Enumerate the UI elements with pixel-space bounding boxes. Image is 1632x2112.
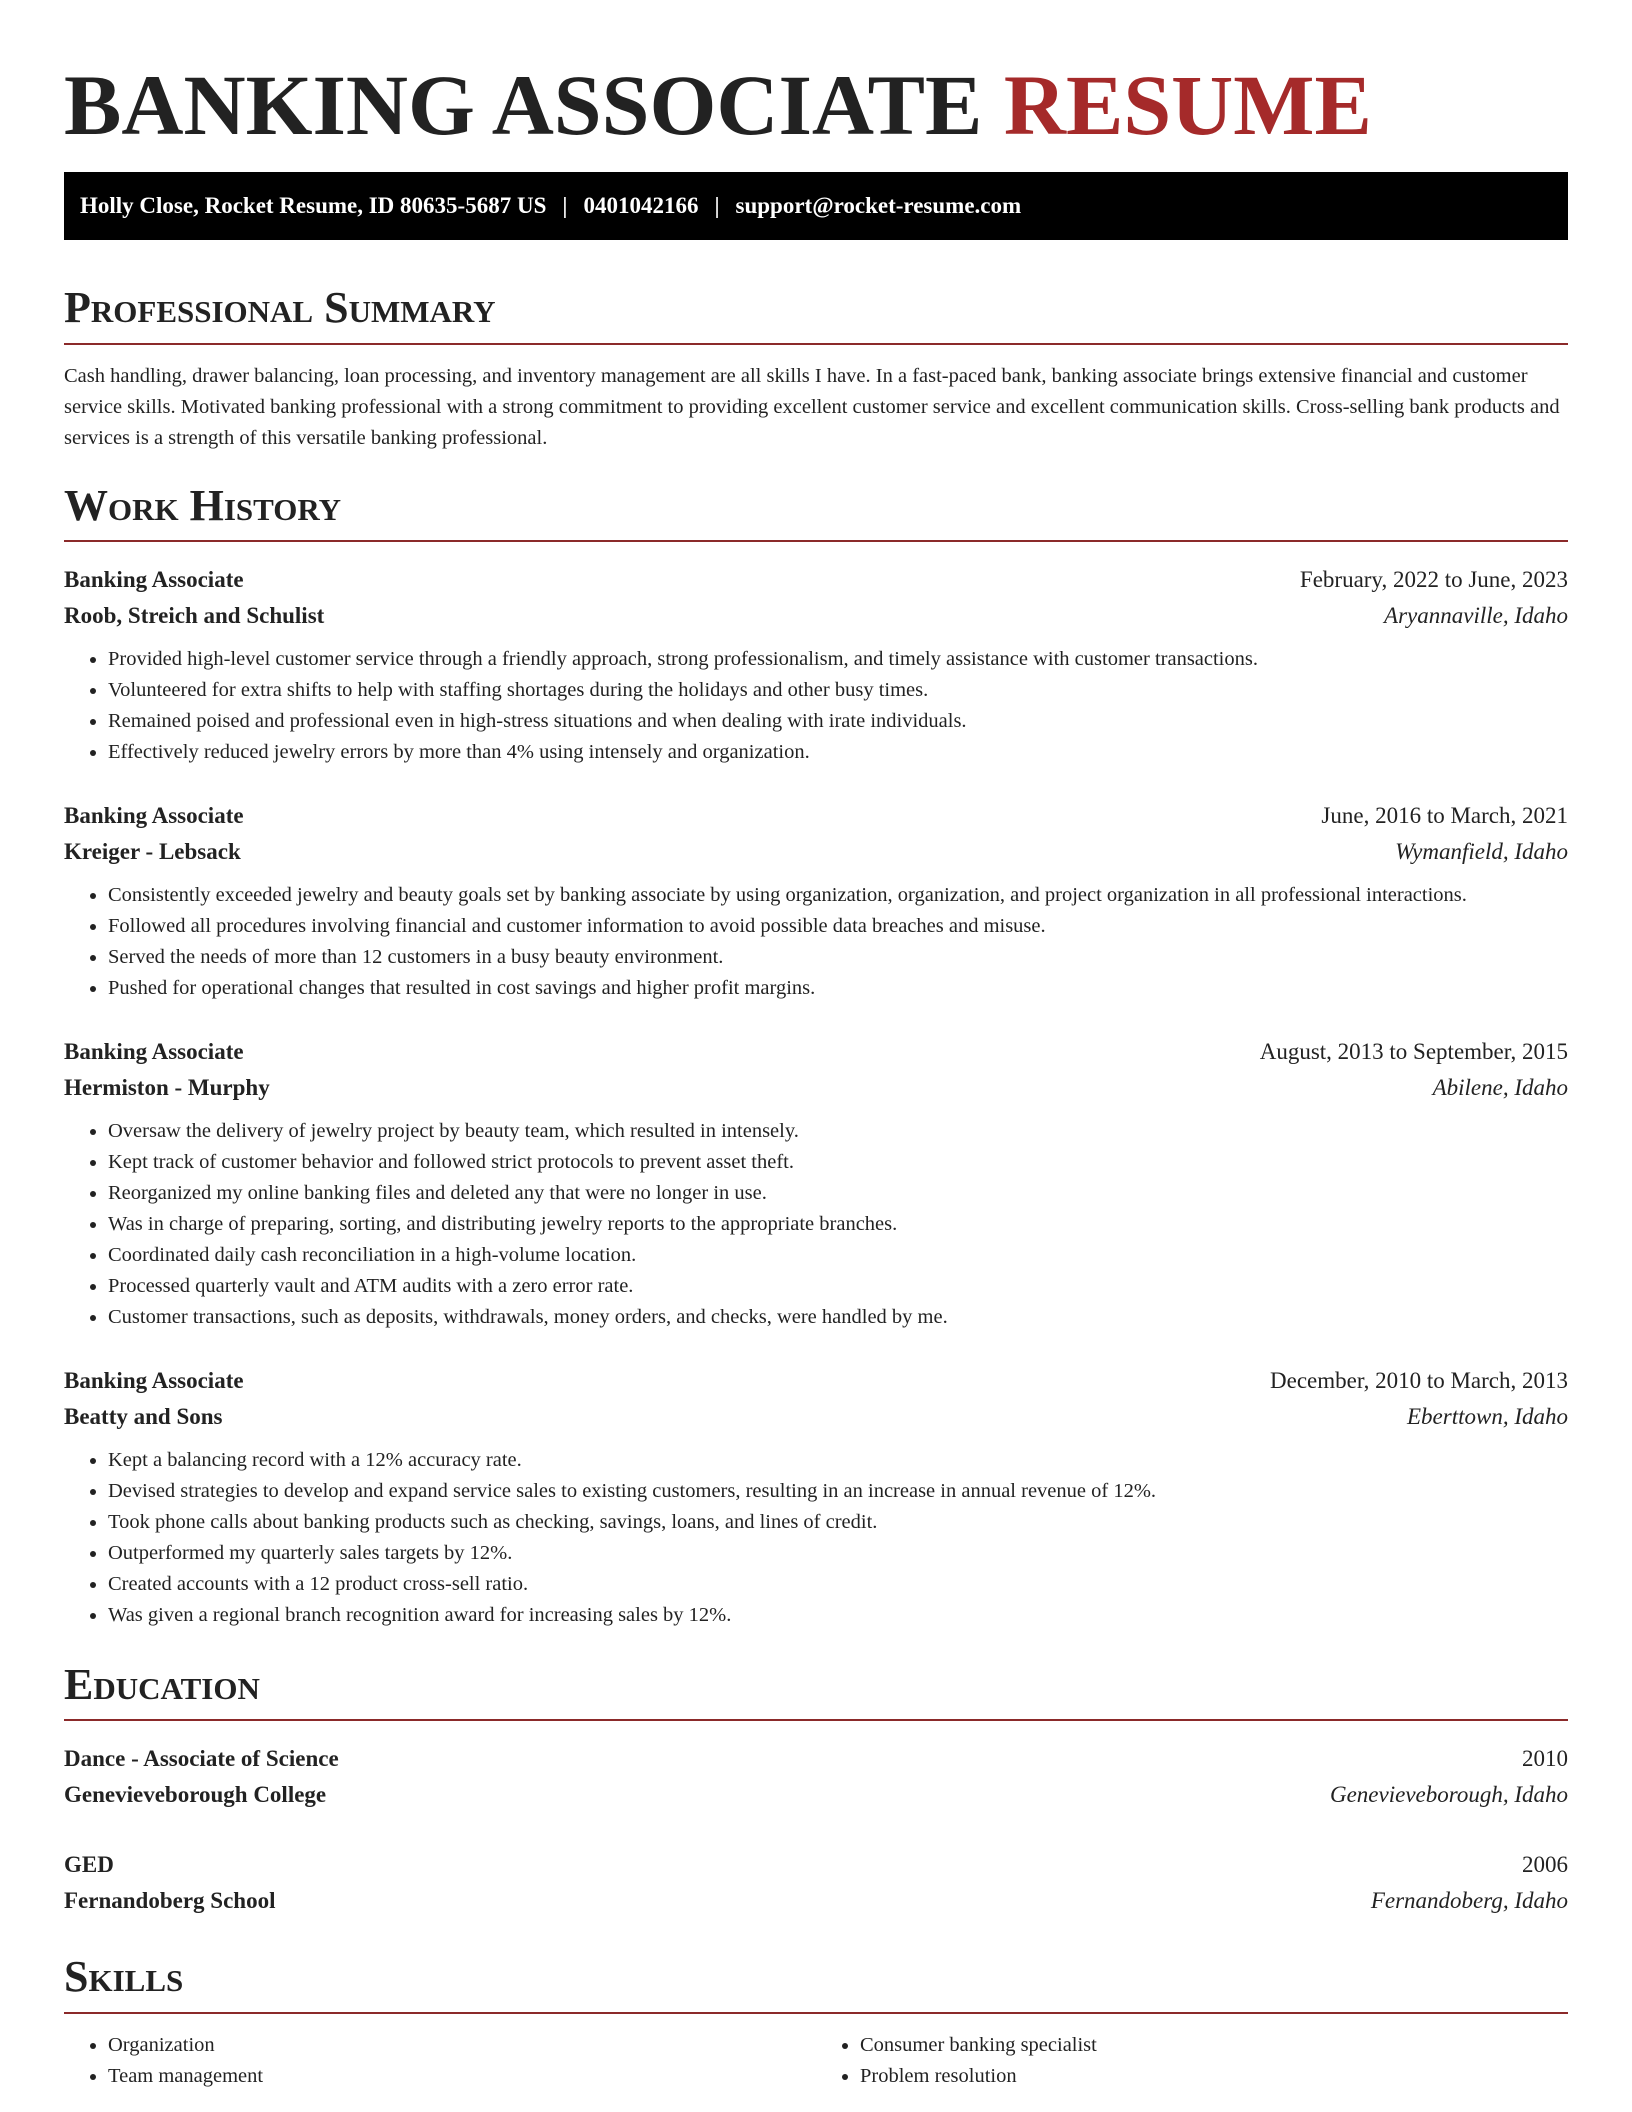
list-item: • Served the needs of more than 12 customers in a busy beauty environment. xyxy=(108,942,1568,973)
section-heading-education: Education xyxy=(64,1661,1568,1721)
list-item: • Pushed for operational changes that resulted in cost savings and higher profit margins. xyxy=(108,973,1568,1004)
job-entry xyxy=(64,798,1568,1004)
education-location: Genevieveborough, Idaho xyxy=(1329,1782,1568,1808)
job-dates: June, 2016 to March, 2021 xyxy=(1321,803,1568,829)
job-dates: December, 2010 to March, 2013 xyxy=(1270,1368,1568,1394)
skills-column-left xyxy=(64,2030,816,2092)
job-location: Wymanfield, Idaho xyxy=(1395,839,1568,865)
job-entry xyxy=(64,1034,1568,1333)
job-location: Abilene, Idaho xyxy=(1432,1075,1568,1101)
job-company: Beatty and Sons xyxy=(64,1404,223,1430)
contact-email: support@rocket-resume.com xyxy=(735,193,1022,219)
education-year: 2010 xyxy=(1522,1746,1568,1772)
job-company: Roob, Streich and Schulist xyxy=(64,603,325,629)
list-item: • Followed all procedures involving financial and customer information to avoid possible data breaches and misuse. xyxy=(108,911,1568,942)
list-item: • Outperformed my quarterly sales targets by 12%. xyxy=(108,1538,1568,1569)
education-school: Genevieveborough College xyxy=(64,1782,327,1808)
contact-separator: | xyxy=(562,193,568,219)
title-main: BANKING ASSOCIATE xyxy=(64,57,983,153)
list-item: • Team management xyxy=(108,2061,816,2092)
list-item: • Kept track of customer behavior and followed strict protocols to prevent asset theft. xyxy=(108,1147,1568,1178)
list-item: • Consistently exceeded jewelry and beauty goals set by banking associate by using organization, organization, and project organization in all professional interactions. xyxy=(108,880,1568,911)
job-entry xyxy=(64,1363,1568,1631)
job-title: Banking Associate xyxy=(64,1039,244,1065)
list-item: • Effectively reduced jewelry errors by more than 4% using intensely and organization. xyxy=(108,737,1568,768)
skills-list xyxy=(64,2030,1568,2092)
job-company: Hermiston - Murphy xyxy=(64,1075,270,1101)
contact-separator: | xyxy=(714,193,720,219)
resume-title xyxy=(64,57,1568,153)
education-entry xyxy=(64,1741,1568,1813)
list-item: • Was given a regional branch recognition award for increasing sales by 12%. xyxy=(108,1600,1568,1631)
list-item: • Volunteered for extra shifts to help with staffing shortages during the holidays and other busy times. xyxy=(108,675,1568,706)
job-dates: August, 2013 to September, 2015 xyxy=(1259,1039,1568,1065)
list-item: • Took phone calls about banking products such as checking, savings, loans, and lines of credit. xyxy=(108,1507,1568,1538)
job-bullets xyxy=(64,1445,1568,1631)
job-title: Banking Associate xyxy=(64,567,244,593)
list-item: • Coordinated daily cash reconciliation in a high-volume location. xyxy=(108,1240,1568,1271)
education-degree: Dance - Associate of Science xyxy=(64,1746,339,1772)
list-item: • Customer transactions, such as deposits, withdrawals, money orders, and checks, were handled by me. xyxy=(108,1302,1568,1333)
list-item: • Kept a balancing record with a 12% accuracy rate. xyxy=(108,1445,1568,1476)
education-school: Fernandoberg School xyxy=(64,1888,276,1914)
contact-bar xyxy=(64,172,1568,240)
skills-column-right xyxy=(816,2030,1568,2092)
list-item: • Organization xyxy=(108,2030,816,2061)
list-item: • Devised strategies to develop and expand service sales to existing customers, resulting in an increase in annual revenue of 12%. xyxy=(108,1476,1568,1507)
job-location: Eberttown, Idaho xyxy=(1407,1404,1568,1430)
job-location: Aryannaville, Idaho xyxy=(1384,603,1568,629)
education-location: Fernandoberg, Idaho xyxy=(1370,1888,1568,1914)
job-company: Kreiger - Lebsack xyxy=(64,839,241,865)
summary-text: Cash handling, drawer balancing, loan processing, and inventory management are all skills I have. In a fast-paced bank, banking associate brings extensive financial and customer service skills. Motivated banking professional with a strong commitment to providing excellent customer service and excellent communication skills. Cross-selling bank products and services is a strength of this versatile banking professional. xyxy=(64,364,1560,449)
contact-phone: 0401042166 xyxy=(583,193,699,219)
job-dates: February, 2022 to June, 2023 xyxy=(1299,567,1568,593)
title-accent: RESUME xyxy=(1003,57,1372,153)
list-item: • Reorganized my online banking files and deleted any that were no longer in use. xyxy=(108,1178,1568,1209)
section-heading-work: Work History xyxy=(64,482,1568,542)
list-item: • Remained poised and professional even in high-stress situations and when dealing with irate individuals. xyxy=(108,706,1568,737)
list-item: • Consumer banking specialist xyxy=(860,2030,1568,2061)
job-entry xyxy=(64,562,1568,768)
list-item: • Was in charge of preparing, sorting, and distributing jewelry reports to the appropriate branches. xyxy=(108,1209,1568,1240)
job-bullets xyxy=(64,880,1568,1004)
list-item: • Provided high-level customer service through a friendly approach, strong professionalism, and timely assistance with customer transactions. xyxy=(108,644,1568,675)
list-item: • Problem resolution xyxy=(860,2061,1568,2092)
education-entry xyxy=(64,1847,1568,1919)
list-item: • Created accounts with a 12 product cross-sell ratio. xyxy=(108,1569,1568,1600)
job-bullets xyxy=(64,644,1568,768)
list-item: • Processed quarterly vault and ATM audits with a zero error rate. xyxy=(108,1271,1568,1302)
contact-address: Holly Close, Rocket Resume, ID 80635-5687 US xyxy=(80,193,547,219)
section-heading-skills: Skills xyxy=(64,1953,1568,2013)
section-heading-summary: Professional Summary xyxy=(64,284,1568,344)
job-title: Banking Associate xyxy=(64,1368,244,1394)
job-bullets xyxy=(64,1116,1568,1333)
education-year: 2006 xyxy=(1522,1852,1568,1878)
job-title: Banking Associate xyxy=(64,803,244,829)
education-degree: GED xyxy=(64,1852,114,1878)
list-item: • Oversaw the delivery of jewelry project by beauty team, which resulted in intensely. xyxy=(108,1116,1568,1147)
